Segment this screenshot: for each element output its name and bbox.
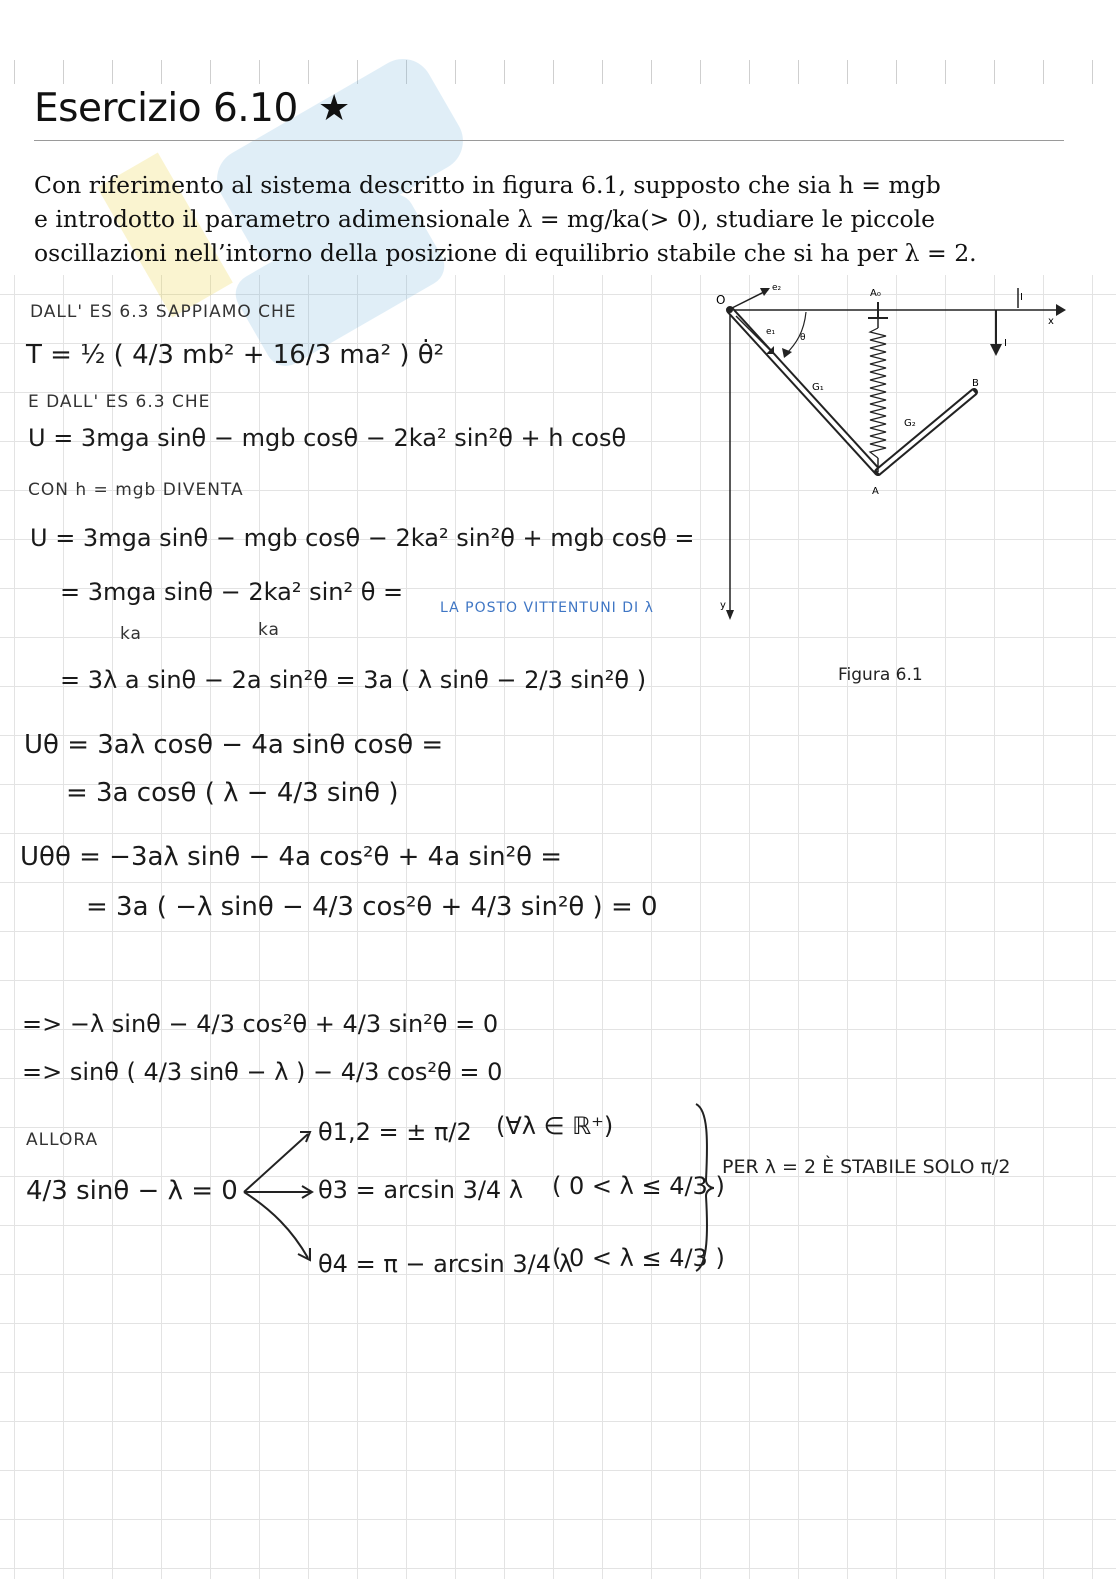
note-line: E DALL' ES 6.3 CHE — [28, 392, 211, 412]
note-line: θ1,2 = ± π/2 — [318, 1118, 472, 1146]
right-brace — [692, 1100, 716, 1275]
note-line: ( 0 < λ ≤ 4/3 ) — [552, 1172, 725, 1200]
note-line: U = 3mga sinθ − mgb cosθ − 2ka² sin²θ + h cosθ — [28, 424, 627, 452]
note-line: Uθθ = −3aλ sinθ − 4a cos²θ + 4a sin²θ = — [20, 842, 563, 872]
stability-note: PER λ = 2 È STABILE SOLO π/2 — [722, 1156, 1011, 1178]
figure-6-1 — [696, 282, 1072, 622]
note-line: = 3a ( −λ sinθ − 4/3 cos²θ + 4/3 sin²θ ) = 0 — [86, 892, 658, 922]
label-G1: G₁ — [812, 382, 824, 393]
statement-line: Con riferimento al sistema descritto in figura 6.1, supposto che sia h = mgb — [34, 171, 941, 199]
label-A0: A₀ — [870, 288, 881, 299]
note-line: => −λ sinθ − 4/3 cos²θ + 4/3 sin²θ = 0 — [22, 1010, 499, 1038]
label-I-side: I — [1004, 338, 1007, 349]
statement-line: oscillazioni nell’intorno della posizione di equilibrio stabile che si ha per λ = 2. — [34, 239, 977, 267]
note-line: ka — [258, 620, 280, 640]
note-line: (∀λ ∈ ℝ⁺) — [496, 1112, 614, 1140]
title-rule — [34, 140, 1064, 141]
note-line: ALLORA — [26, 1130, 99, 1150]
note-line: => sinθ ( 4/3 sinθ − λ ) − 4/3 cos²θ = 0 — [22, 1058, 503, 1086]
note-line: LA POSTO VITTENTUNI DI λ — [440, 600, 654, 616]
statement-line: e introdotto il parametro adimensionale λ = mg/ka(> 0), studiare le piccole — [34, 205, 936, 233]
label-A: A — [872, 486, 879, 497]
label-y: y — [720, 600, 726, 611]
label-theta: θ — [800, 333, 806, 343]
note-line: = 3λ a sinθ − 2a sin²θ = 3a ( λ sinθ − 2/3 sin²θ ) — [60, 666, 647, 694]
label-e2: e₂ — [772, 283, 782, 293]
problem-statement — [34, 168, 1066, 270]
note-line: = 3a cosθ ( λ − 4/3 sinθ ) — [66, 778, 399, 808]
note-line: DALL' ES 6.3 SAPPIAMO CHE — [30, 302, 297, 322]
note-line: θ3 = arcsin 3/4 λ — [318, 1176, 524, 1204]
note-line: ( 0 < λ ≤ 4/3 ) — [552, 1244, 725, 1272]
note-line: 4/3 sinθ − λ = 0 — [26, 1176, 238, 1206]
figure-caption: Figura 6.1 — [838, 665, 923, 685]
note-line: U = 3mga sinθ − mgb cosθ − 2ka² sin²θ + mgb cosθ = — [30, 524, 695, 552]
label-I-top: I — [1020, 292, 1023, 303]
note-line: ka — [120, 624, 142, 644]
note-line: = 3mga sinθ − 2ka² sin² θ = — [60, 578, 404, 606]
note-line: CON h = mgb DIVENTA — [28, 480, 244, 500]
label-O: O — [716, 293, 726, 307]
label-G2: G₂ — [904, 418, 916, 429]
star-icon: ★ — [318, 88, 351, 129]
page-title: Esercizio 6.10 — [34, 86, 298, 131]
note-line: θ4 = π − arcsin 3/4 λ — [318, 1250, 573, 1278]
label-x: x — [1048, 316, 1054, 327]
note-line: Uθ = 3aλ cosθ − 4a sinθ cosθ = — [24, 730, 444, 760]
label-B: B — [972, 378, 979, 389]
label-e1: e₁ — [766, 327, 776, 337]
case-arrows — [232, 1120, 322, 1270]
note-line: T = ½ ( 4/3 mb² + 16/3 ma² ) θ̇² — [26, 340, 445, 370]
ruler-ticks — [0, 60, 1116, 84]
